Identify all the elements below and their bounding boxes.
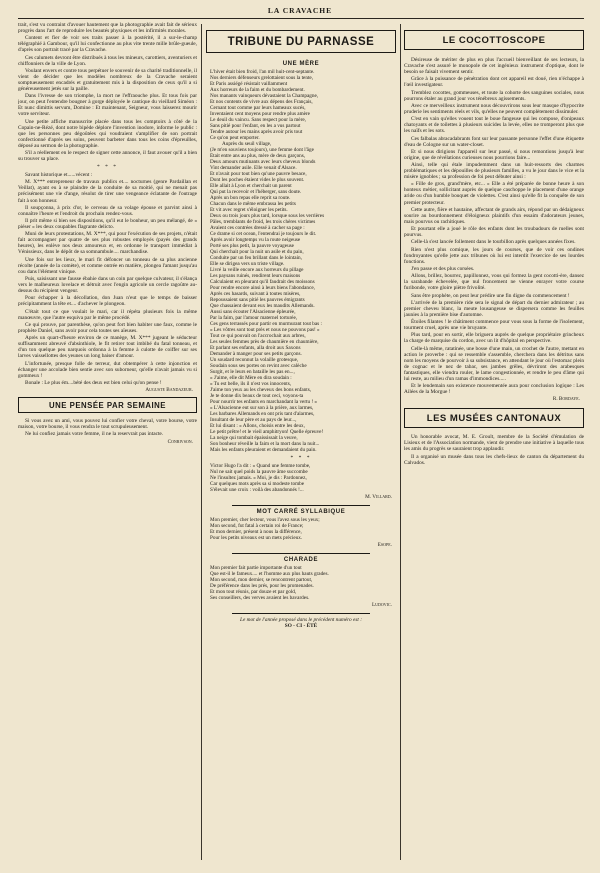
poem-une-mere-part3: [210, 463, 396, 493]
poem-line: Inventaient cent moyens pour rendre plus amère: [210, 111, 310, 117]
poem-line: Auprès du seuil village,: [222, 141, 272, 147]
poem-line: L'hiver était bien froid, l'an mil huit-cent-septante.: [210, 69, 315, 75]
pensee-title: UNE PENSÉE PAR SEMAINE: [18, 397, 197, 413]
poem-line: Tendre autour les mains après avoir pris tout: [210, 129, 303, 135]
page-header: LA CRAVACHE: [267, 6, 333, 15]
poem-line: Les barbares Allemands en ont pris tant d'alarmes,: [210, 411, 315, 417]
signature: Auguste Bandazeur.: [145, 387, 193, 394]
poem-line: Car quelques mots après sa si modeste tombe: [210, 481, 305, 487]
poem-line: Le deuil du vaincu. Sans respect pour la mère,: [210, 117, 306, 123]
cocottoscope-paragraph: C'est en vain qu'elles vouent tout le boue fangeuse qui les compose, d'onipeaux chatoyants et de toilettes à plusieurs suicides la levée, elles ne tromperont plus que les naïfs et les sots.: [404, 116, 584, 135]
poem-line: Et Paris assiégé résistait vaillamment: [210, 81, 288, 87]
poem-line: Elle se dirigea vers un triste village.: [210, 261, 285, 267]
left-paragraph: Puis, saisissant une fausse ébahie dans un coin par quelque culvateur, il s'élança vers le malheureux lovelace et détruit avec l'engin agricole un cercle ragoûtre au-dessus du récipient vengeur.: [18, 276, 197, 295]
cocottoscope-paragraph: Et pourtant elle a joué le rôle des enfants dont les troubadours de ruelles sont pourvus.: [404, 226, 584, 239]
section-separator: * * *: [290, 455, 312, 461]
cocottoscope-paragraph: Celle-là s'est lancée follement dans le tourbillon après quelques années fixes.: [411, 239, 576, 246]
poem-line: Tout ce qui pouvait on l'accrochait aux arbres,: [210, 333, 306, 339]
poem-line: Cernant tout comme par leurs hameaux sucés,: [210, 105, 306, 111]
section-separator: * * *: [97, 164, 118, 171]
cocottoscope-paragraph: Ces falbalas abracadabrants font sur leur passante personne l'effet d'une étiquette d'eau de Cologne sur un water-closet.: [404, 135, 584, 148]
poem-line: Après avoir longtemps vu la route neigeuse: [210, 237, 301, 243]
poem-carre: [210, 517, 396, 541]
poem-line: Mon second, mon dernier, se rencontrent partout,: [210, 577, 313, 583]
musees-paragraph: Un honorable avocat, M. E. Groult, membre de la Société d'émulation de Lisieux et de l'Association normande, vient de prendre une initiative à laquelle tous les amis du progrès se sauraient trop applaudir.: [404, 434, 584, 453]
musees-paragraph: Il a organisé un musée dans tous les chefs-lieux de canton du département du Calvados.: [404, 453, 584, 466]
charade-title: CHARADE: [283, 557, 319, 563]
signature: Conrivson.: [167, 438, 193, 445]
poem-line: Et mon dernier, présent à nous la différence,: [210, 529, 302, 535]
poem-line: Deux amours mutinants avec leurs cheveux blonds: [210, 159, 316, 165]
left-paragraph: Pour échapper à la décollation, don Juan n'eut que le temps de baisser précipitamment la tête et.... d'achever le plongeon.: [18, 295, 197, 308]
poem-line: (Je m'en souviens toujours), une femme dont l'âge: [210, 147, 314, 153]
left-paragraph: Une fois sur les lieux, le mari fit défoncer un tonneau de sa plus ancienne récolte (année de la comète), et comme ontrée en matière, plongea l'amant jusqu'au cou dans l'élément vinique.: [18, 256, 197, 275]
cocottoscope-paragraph: Cette autre, fière et hautaine, affectant de grands airs, répond par un dédaigneux sourire au bourdonnement d'éloigneux plaintifs d'un essaim d'adorateurs jeunes, mais pourvus ou rachitiques.: [404, 206, 584, 225]
signature: Esope.: [377, 542, 392, 548]
footnote-answer: SO - CI - ÉTÉ: [284, 623, 318, 629]
poem-line: Nos derniers défenseurs grelottaient sous la tente,: [210, 75, 313, 81]
left-paragraph: Content et fier de voir ses traits passer à la postérité, il a sur-le-champ télégraphié à Gambour, qu'il lui confectionne au plus vite trente mille brûle-gueule, d'après son portrait tracé par la Cravache.: [18, 35, 197, 54]
section-rule: [232, 505, 370, 506]
left-paragraph: Dans l'ivresse de son triomphe, la mort ne l'effraouche plus. Et tous fois par jour, on peut l'entendre bougner à gorge déployée le cantique du vieillard Siméon : Et nunc dimittis servum, Domine : Et maintenant, Seigneur, vous laisserez mourir votre serviteur.: [18, 93, 197, 118]
left-paragraph: Il soupçonna, à prix d'or, le cerveau de sa volage épouse et parvint ainsi à connaître l'heure et l'endroit du prochain rendez-vous.: [18, 204, 197, 217]
poem-line: Que est-il le fameux.... et l'homme aux plus hauts grades.: [210, 571, 329, 577]
poem-line: Ne l'insultez jamais. » Moi, je dis : Pardonnez,: [210, 475, 307, 481]
poem-line: Avaient ces contrées dressé à cacher sa page :: [210, 225, 305, 231]
poem-line: Était entre ans au plus, mère de deux garçons,: [210, 153, 306, 159]
poem-line: Je te donne dix beaux de tout ceci, voyons-ta: [210, 393, 304, 399]
poem-line: Soudain sous ses portes on revint avec calèche: [210, 363, 307, 369]
poem-line: Ce drame si cet ocean, l'entendrai je toujours le dit.: [210, 231, 317, 237]
poem-line: Que chassaient devant eux les maudits Allemands.: [210, 303, 315, 309]
cocottoscope-paragraph: Désireuse de mériter de plus en plus l'accueil bienveillant de ses lecteurs, la Cravache s'est assuré le monopole de cet ingénieux instrument d'optique, dont le besoin se faisait vivement sentir.: [404, 57, 584, 76]
cocottoscope-paragraph: Tremblez cocottes, gommeuses, et toute la cohorte des sanguines sociales, nous pourrons étaler au grand jour vos ténébreux agissements.: [404, 89, 584, 102]
poem-line: Nul ne sait quel poids la pauvre âme succombe: [210, 469, 308, 475]
poem-line: « Tu est belle, ils il n'est vos innocents,: [210, 381, 292, 387]
signature: M. Villard.: [365, 494, 392, 500]
poem-line: Elle allait à Lyon et cherchait un parent: [210, 183, 292, 189]
poem-line: Après un bon repas elle reprit sa route.: [210, 195, 291, 201]
poem-line: S'élevait une croix : voilà des abandonnés !...: [210, 487, 304, 493]
poem-une-mere: [210, 69, 396, 141]
cocottoscope-paragraph: Plus tard, pour en sortir, elle briguera auprès de quelque propriétaire grincheux la charge de marquise du cordon, avec un lit d'hôpital en perspective.: [404, 332, 584, 345]
poem-line: Aux horreurs de la faim et du bombardement.: [210, 87, 305, 93]
poem-line: Repoussaient sans pitié les pauvres émigrants: [210, 297, 305, 303]
left-paragraph: M. X*** entrepreneur de travaux publics et.... nocturnes (genre Pardaillan et Veillat), ayant eu à se plaindre de la conduite de sa moitié, qui ne menait pas précisément une vie d'ange, résolut de tirer une vengeance éclatante de l'outrage fait à son honneur.: [18, 179, 197, 204]
poem-line: Et parlant ses enfants, alla droit aux Saxons: [210, 345, 301, 351]
pensee-paragraph: Si vous avez un ami, vous pouvez lui confier votre cheval, votre bourse, votre maison, votre bourse, il vous rendra le tout scrupuleusement.: [18, 418, 197, 431]
poem-line: Ses conseillers, des verves avaient les bavardes.: [210, 595, 310, 601]
column-divider-left: [201, 24, 202, 860]
column-divider-right: [400, 24, 401, 860]
poem-line: Livré la veille encore aux horreurs du pillage: [210, 267, 304, 273]
poem-line: Surgit, et le leurs en bataille les pas en...,: [210, 369, 295, 375]
poem-line: Les paysans ruinés, rendirent leurs maisons: [210, 273, 301, 279]
poem-line: Sans pitié pour l'enfant, en les a vus partout: [210, 123, 301, 129]
right-column: [404, 22, 584, 862]
poem-line: Mon premier fait partie importante d'un tout: [210, 565, 302, 571]
poem-line: Vint demander asile. Elle venait d'Alsace.: [210, 165, 297, 171]
left-paragraph: L'infortunée, presque folle de terreur, dut obtempérer à cette injonction et échanger une accolade bien sentie avec son suborneur, qu'elle n'avait jamais vu si gommeux !: [18, 360, 197, 379]
poem-line: Mon premier, cher lecteur, vous l'avez sous les yeux;: [210, 517, 320, 523]
left-paragraph: Une petite affiche manuscrite placée dans tous les comptoirs à côté de la Copain-ne-Rézé, dont notre bipède déplore l'invention inodore, informe le public : que les personnes peu dégoûtées qui voudraient s'amplifier de son portrait confectionné d'après ses soins, peuvent barbeter dans tous les coins d'épreuilles, déposé au sermon de la photographie.: [18, 118, 197, 149]
cocottoscope-paragraph: Avec ce merveilleux instrument nous découvrirons sous leur masque d'hypocrite pruderie les sentiments réels et vils, qu'elles ne peuvent complètement dissimuler.: [404, 102, 584, 115]
left-paragraph: C'était tout ce que voulait le mari, car il répéta plusieurs fois la même manœuvre, que l'autre esquiva par le même procédé.: [18, 308, 197, 321]
poem-line: Après ces hasards, suivant à toutes misères,: [210, 291, 301, 297]
poem-line: Conduite par un feu brillant dans le lointain,: [210, 255, 302, 261]
poem-line: J'aime ton yeux au les cheveux des bons enfants,: [210, 387, 312, 393]
left-paragraph: Il prit même si bien ses dispositions, qu'il eut le bonheur, un peu mélangé, de « piéser » les deux coupables flagrante delicto.: [18, 218, 197, 231]
cocottoscope-paragraph: Étoiles filantes ! le châtiment commence pour vous sous la forme de l'isolement, tourment cruel, après une vie bruyante.: [404, 319, 584, 332]
poem-line: Ce qu'on peut emporter.: [210, 135, 260, 141]
poem-line: « L'Alsacienne eut sur son à la prière, aux larmes,: [210, 405, 314, 411]
left-paragraph: Après un quart-d'heure environ de ce manège, M. X*** jugeant le séducteur suffisamment abreuvé d'absinthiole, le fit retirer tout imbibé du fatal tonneau, et d'un ton quelque peu narquois ordonna à la femme à culotte de coiffer sur ses larves vaissellottes des yeunes un long baiser d'amour.: [18, 335, 197, 360]
cocottoscope-paragraph: Allons, brillez, bourrez, papillonnez, vous qui formez la gent cocotti-ère, dansez la sarabande échevelée, que nul froncement ne vienne enrayer votre course furibonde, votre gloire piètre frivolité.: [404, 273, 584, 292]
poem-line: Et lui disant : « Allons, choisis entre les deux,: [210, 423, 305, 429]
cocottoscope-paragraph: Grâce à la puissance de pénétration dont cet appareil est doué, rien n'échappe à l'œil investigateur.: [404, 76, 584, 89]
poem-line: Pour nourrir tes enfants en marchandant la vertu ! »: [210, 399, 318, 405]
poem-line: Un soudard reconnut la volaille grotesque,: [210, 357, 299, 363]
left-paragraph: Savant historique et......vécent :: [25, 172, 93, 179]
poem-line: Et vit avec regret s'éloigner les petits.: [210, 207, 288, 213]
poem-line: La neige qui tombait épaississait la veuve,: [210, 435, 298, 441]
left-paragraph: Ces calumets devront être distribués à tous les mineurs, carottiers, aventuriers et chiffonniers de la ville de Lyon.: [18, 54, 197, 67]
cocottoscope-body: [404, 57, 584, 395]
cocottoscope-paragraph: Ainsi, telle qui étale impudemment dans un huit-ressorts des charmes problématiques et les dépouilles de plusieurs familles, a vu le jour dans le vice et la misère ignobles ; sa profession de foi peut débuter ainsi :: [404, 162, 584, 181]
poem-line: Calculaient en pleurant qu'il faudrait des moissons: [210, 279, 315, 285]
section-rule: [232, 613, 370, 614]
pensee-paragraph: Ne lui confiez jamais votre femme, il ne la reservrait pas intacte.: [25, 431, 164, 438]
poem-line: Dont les poches étaient vides le plus souvent.: [210, 177, 305, 183]
cocottoscope-paragraph: Sans être prophète, on peut leur prédire une fin digne du commencement !: [411, 292, 570, 299]
signature: R. Bordaye.: [552, 396, 580, 403]
poem-line: De préférence dans les prés, pour les promenades.: [210, 583, 314, 589]
left-paragraph: S'il a réellement en le respect de signer cette annonce, il faut avouer qu'il a bien su trouver sa place.: [18, 150, 197, 163]
poem-line: Qui cherchait pour la nuit un asile et du pain,: [210, 249, 304, 255]
poem-line: Demander à manger pour ses petits garçons.: [210, 351, 302, 357]
poem-line: Et nos contents de vivre aux dépens des Français,: [210, 99, 313, 105]
poem-line: Victor Hugo l'a dit : « Quand une femme tombe,: [210, 463, 311, 469]
poem-line: Mon second, fut fatal à certain roi de France;: [210, 523, 304, 529]
poem-line: Pour les petits niveaux est un mets précieux.: [210, 535, 303, 541]
poem-line: « Les vôtres sont tout près et nous ne pouvons pas! »: [210, 327, 320, 333]
cocottoscope-paragraph: Et le lendemain son existence mouvementée aura pour conclusion logique : Les Ailées de la Morgue !: [404, 383, 584, 396]
poem-line: « J'aime, elle dit Mère en dira soudain :: [210, 375, 292, 381]
left-paragraph: Ce qui prouve, par parenthèse, qu'on peut fort bien habiter une faux, comme le prophète Daniel, sans avoir pour cela toutes ses aïeuses.: [18, 321, 197, 334]
signature: Ludovic.: [371, 602, 392, 608]
poem-line: Et mon tout réunis, par douze et par gold,: [210, 589, 297, 595]
cocottoscope-paragraph: Rien n'est plus comique, les jours de courses, que de voir ces ondines fondroyantes qu'elle jette aux tribunes où lui est interdit l'exercice de ses lourdes fonctions.: [404, 246, 584, 265]
poem-line: Pâles, tremblants de froid, les trois chères victimes: [210, 219, 316, 225]
poem-line: Son bonheur réveille la faim et la mort dans la nuit...: [210, 441, 320, 447]
poem-line: Mais les enfants pleuraient et demandaient du pain.: [210, 447, 317, 453]
poem-line: Et n'avait pour tout bien qu'une pauvre besace,: [210, 171, 307, 177]
poem-title: UNE MÈRE: [282, 61, 320, 67]
header-rule: [18, 18, 584, 19]
poem-charade: [210, 565, 396, 601]
footnote: [206, 617, 396, 629]
left-column: [18, 22, 197, 862]
cocottoscope-title: LE COCOTTOSCOPE: [404, 30, 584, 50]
poem-line: Nos manants vainqueurs dévastaient la Champagne,: [210, 93, 319, 99]
left-paragraph: Muni de leurs protestations, M. X***, qui pour l'exécution de ses projets, n'était fait accompagner par quatre de ses plus robustes employés (payés des grands heures), les enlève nos deux amoureux et, en ordonne le transport immédiat à Vénissieux, dans le dépôt de sa somnambule.... marchandise.: [18, 231, 197, 256]
left-paragraph: Bonale : Le plus ém....bété des deux est bien celui qu'on pense !: [25, 379, 162, 386]
footnote-text: Le mot de l'année proposé dans le précédent numéro est :: [240, 617, 362, 623]
carre-title: MOT CARRÉ SYLLABIQUE: [256, 509, 346, 515]
left-paragraph: trait, s'est vu contraint d'avouer hautement que la photographie avait fait de sérieux progrès dans l'art de reproduire les beautés physiques et les infirmités morales.: [18, 22, 197, 35]
cocottoscope-paragraph: Celle-là même, ratatinée, une bosse d'une main, un crochet de l'autre, mettant en action le proverbe : qui se ressemble s'assemble, cherchera dans les détritus sans nom les moyens de pourvoir à sa subsistance, en attendant le jour où l'estomac plein de cognac et le nez de tabac, ses jambes grêles, dévriront des arabesques fantastiques, elle viendra rouler, le lame congestionnée, et rendre le peu d'âme qui lui reste, au milieu d'un ramas d'immondices.....: [404, 345, 584, 382]
cocottoscope-paragraph: « Fille de gros, grand'mère, etc... » Elle a été préparée de bonne heure à son honteux métier, sollicitant auprès de quelque caschoppe le placement d'une orange aride ou d'un humble bouquet de violettes. C'est ainsi qu'elle fit la conquête de son premier protecteur.: [404, 181, 584, 206]
poem-line: Les seules femmes près de chaumière en chaumière,: [210, 339, 319, 345]
poem-line: Pour rendre encore ainsi à leurs biens l'abondance,: [210, 285, 315, 291]
left-paragraph: Voulant envers et contre tous perpétuer le souvenir de sa charité traditionnelle, il vient de décider que les modèles nombreux de la Cravache seraient somptueusement encadrés et gratuitement mis à la disposition de ceux qu'il a si généreusement jetés sur la paille.: [18, 67, 197, 93]
musees-title: LES MUSÉES CANTONAUX: [404, 408, 584, 428]
section-rule: [232, 553, 370, 554]
poem-line: Le petit prêtre! et le vieil amphitryon! Quelle épreuve!: [210, 429, 324, 435]
poem-line: Aussi sans écouter l'Alsacienne épleurée,: [210, 309, 296, 315]
poem-line: Ces gens terrassés pour partir en murmurant tout bas :: [210, 321, 322, 327]
poem-line: Chacun dans le même embrassa les petits: [210, 201, 296, 207]
poem-line: Insultant de leur père et au pays de leur...,: [210, 417, 297, 423]
poem-une-mere-part2: [210, 141, 396, 453]
poem-line: Par la faim, par l'amour maternel torturée,: [210, 315, 298, 321]
poem-line: Deux ou trois jours plus tard, lorsque sous les verrières: [210, 213, 325, 219]
poem-line: Qui put la recevoir et l'héberger, sans doute.: [210, 189, 302, 195]
poem-line: Porté ses plus petit, la pauvre voyageuse: [210, 243, 294, 249]
cocottoscope-paragraph: L'arrivée de la première ride sera le signal de départ du dernier admirateur ; au premier cheveu blanc, la meute lousangeuse se dispersera comme les feuilles jaunies à la première bise d'automne.: [404, 299, 584, 318]
tribune-title: TRIBUNE DU PARNASSE: [206, 30, 396, 53]
cocottoscope-paragraph: Et si nous dirigions l'appareil sur leur passé, si nous remontions jusqu'à leur origine, que de révélations curieuses nous pourrions faire...: [404, 148, 584, 161]
middle-column: [206, 22, 396, 862]
cocottoscope-paragraph: J'en passe et des plus corsées.: [411, 265, 475, 272]
